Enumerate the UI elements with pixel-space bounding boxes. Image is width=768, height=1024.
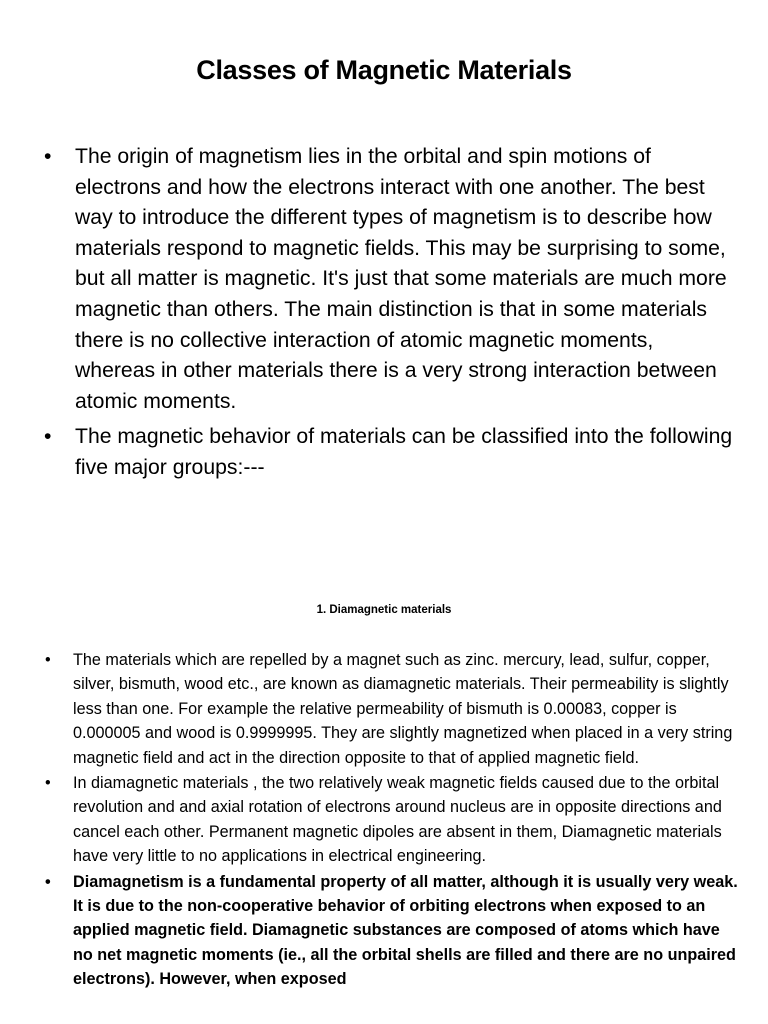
list-item-text: The magnetic behavior of materials can be classified into the following five major groups:--- bbox=[75, 425, 733, 479]
list-item bbox=[45, 771, 738, 869]
list-item-text: The origin of magnetism lies in the orbital and spin motions of electrons and how the electrons interact with one another. The best way to introduce the different types of magnetism is to describe how materials respond to magnetic fields. This may be surprising to some, but all matter is magnetic. It's just that some materials are much more magnetic than others. The main distinction is that in some materials there is no collective interaction of atomic magnetic moments, whereas in other materials there is a very strong interaction between atomic moments. bbox=[75, 145, 727, 413]
bullet-icon: • bbox=[44, 145, 52, 168]
list-item-text: The materials which are repelled by a magnet such as zinc. mercury, lead, sulfur, copper, silver, bismuth, wood etc., are known as diamagnetic materials. Their permeability is slightly less than one. For example the relative permeability of bismuth is 0.00083, copper is 0.000005 and wood is 0.9999995. They are slightly magnetized when placed in a very string magnetic field and act in the direction opposite to that of applied magnetic field. bbox=[73, 651, 733, 767]
list-item bbox=[44, 142, 735, 417]
bullet-icon: • bbox=[45, 774, 51, 793]
page-title: Classes of Magnetic Materials bbox=[196, 55, 572, 85]
list-item-text: Diamagnetism is a fundamental property of all matter, although it is usually very weak. It is due to the non-cooperative behavior of orbiting electrons when exposed to an applied magnetic field. Diamagnetic substances are composed of atoms which have no net magnetic moments (ie., all the orbital shells are filled and there are no unpaired electrons). However, when exposed bbox=[73, 872, 738, 989]
intro-bullet-list bbox=[44, 142, 735, 489]
section-heading: 1. Diamagnetic materials bbox=[316, 604, 452, 616]
list-item bbox=[45, 648, 738, 770]
bullet-icon: • bbox=[45, 651, 51, 669]
bullet-icon: • bbox=[45, 872, 51, 891]
diamagnetic-bullet-list bbox=[45, 648, 738, 993]
list-item-text: In diamagnetic materials , the two relatively weak magnetic fields caused due to the orbital revolution and and axial rotation of electrons around nucleus are in opposite directions and cancel each other. Permanent magnetic dipoles are absent in them, Diamagnetic materials have very little to no applications in electrical engineering. bbox=[73, 774, 722, 866]
list-item bbox=[45, 870, 738, 992]
list-item bbox=[44, 422, 735, 483]
bullet-icon: • bbox=[44, 425, 52, 449]
